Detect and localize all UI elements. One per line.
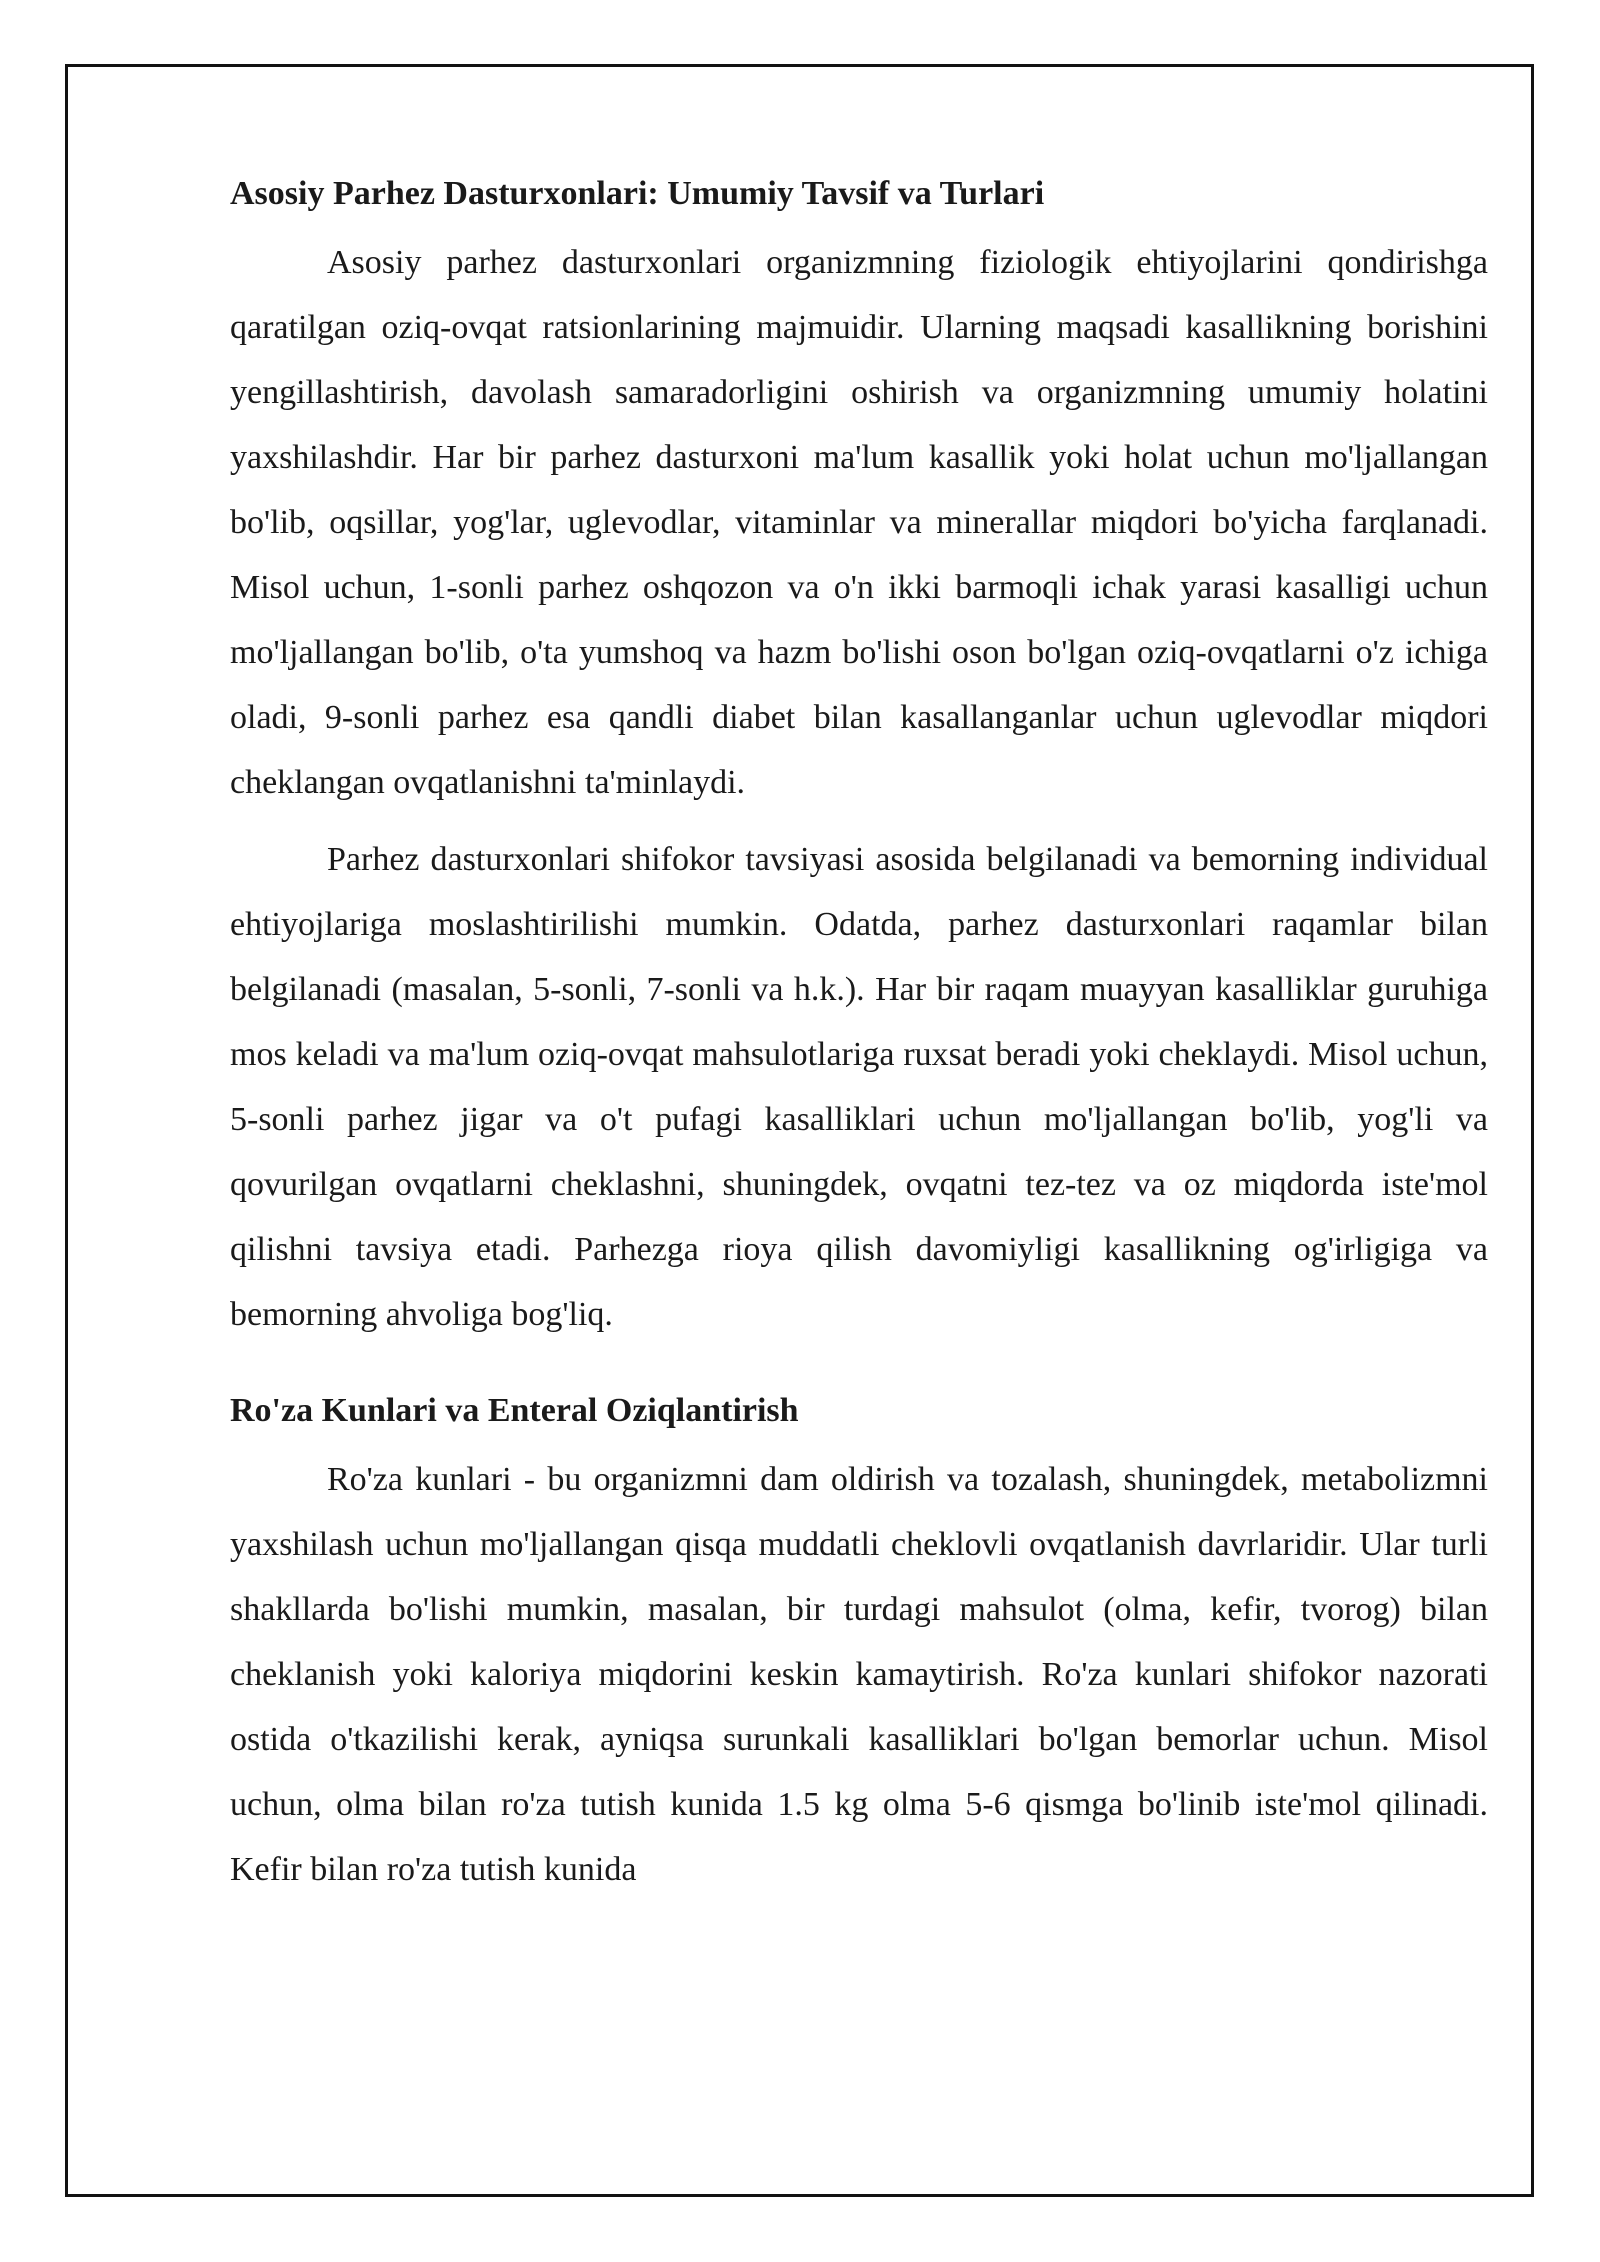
- paragraph: Parhez dasturxonlari shifokor tavsiyasi asosida belgilanadi va bemorning individual ehtiyojlariga moslashtirilishi mumkin. Odatda, parhez dasturxonlari raqamlar bilan belgilanadi (masalan, 5-sonli, 7-sonli va h.k.). Har bir raqam muayyan kasalliklar guruhiga mos keladi va ma'lum oziq-ovqat mahsulotlariga ruxsat beradi yoki cheklaydi. Misol uchun, 5-sonli parhez jigar va o't pufagi kasalliklari uchun mo'ljallangan bo'lib, yog'li va qovurilgan ovqatlarni cheklashni, shuningdek, ovqatni tez-tez va oz miqdorda iste'mol qilishni tavsiya etadi. Parhezga rioya qilish davomiyligi kasallikning og'irligiga va bemorning ahvoliga bog'liq.: [230, 841, 1488, 1333]
- paragraph: Asosiy parhez dasturxonlari organizmning fiziologik ehtiyojlarini qondirishga qaratilgan oziq-ovqat ratsionlarining majmuidir. Ularning maqsadi kasallikning borishini yengillashtirish, davolash samaradorligini oshirish va organizmning umumiy holatini yaxshilashdir. Har bir parhez dasturxoni ma'lum kasallik yoki holat uchun mo'ljallangan bo'lib, oqsillar, yog'lar, uglevodlar, vitaminlar va minerallar miqdori bo'yicha farqlanadi. Misol uchun, 1-sonli parhez oshqozon va o'n ikki barmoqli ichak yarasi kasalligi uchun mo'ljallangan bo'lib, o'ta yumshoq va hazm bo'lishi oson bo'lgan oziq-ovqatlarni o'z ichiga oladi, 9-sonli parhez esa qandli diabet bilan kasallanganlar uchun uglevodlar miqdori cheklangan ovqatlanishni ta'minlaydi.: [230, 244, 1488, 801]
- section-heading: Asosiy Parhez Dasturxonlari: Umumiy Tavsif va Turlari: [230, 175, 1045, 212]
- section-heading: Ro'za Kunlari va Enteral Oziqlantirish: [230, 1392, 799, 1429]
- paragraph: Ro'za kunlari - bu organizmni dam oldirish va tozalash, shuningdek, metabolizmni yaxshilash uchun mo'ljallangan qisqa muddatli cheklovli ovqatlanish davrlaridir. Ular turli shakllarda bo'lishi mumkin, masalan, bir turdagi mahsulot (olma, kefir, tvorog) bilan cheklanish yoki kaloriya miqdorini keskin kamaytirish. Ro'za kunlari shifokor nazorati ostida o'tkazilishi kerak, ayniqsa surunkali kasalliklari bo'lgan bemorlar uchun. Misol uchun, olma bilan ro'za tutish kunida 1.5 kg olma 5-6 qismga bo'linib iste'mol qilinadi. Kefir bilan ro'za tutish kunida: [230, 1461, 1488, 1888]
- document-body: [230, 170, 1488, 1902]
